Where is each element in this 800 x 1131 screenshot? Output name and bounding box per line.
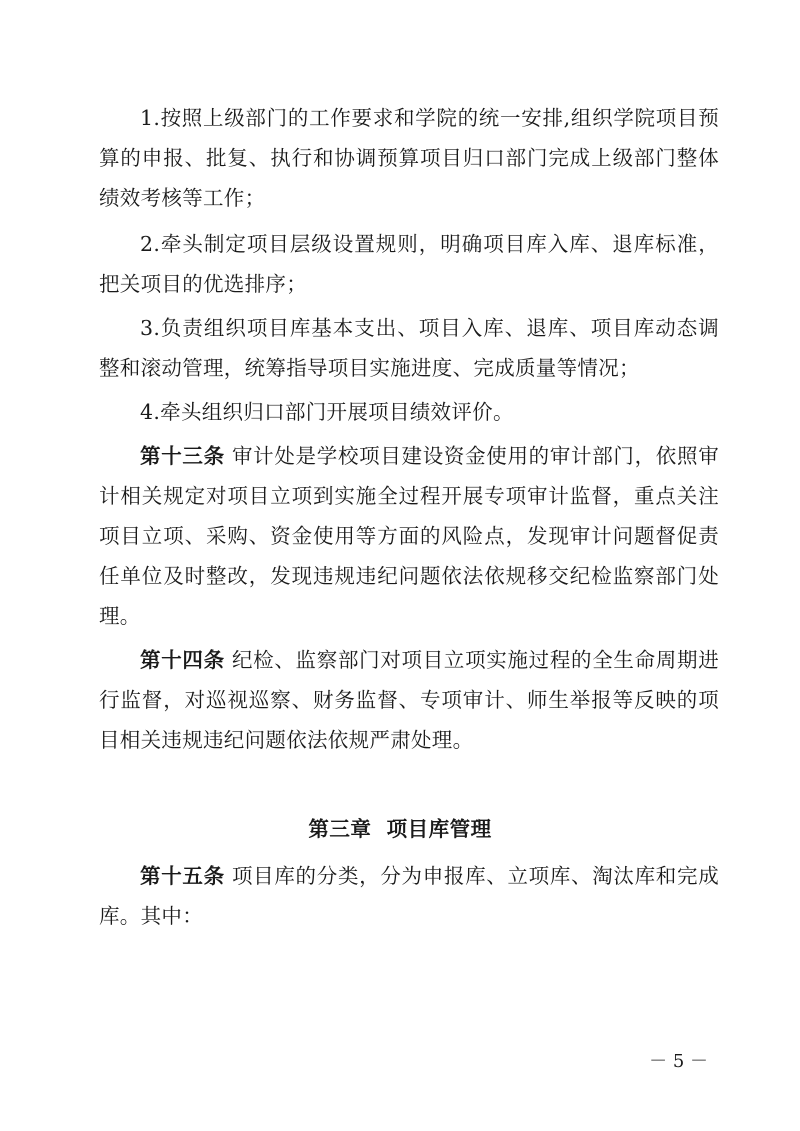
article-13	[99, 436, 719, 636]
chapter-heading: 第三章 项目库管理	[308, 817, 492, 841]
page-number: － 5 －	[649, 1051, 708, 1072]
article-label: 第十三条	[140, 444, 225, 468]
paragraph-text: 3.负责组织项目库基本支出、项目入库、退库、项目库动态调整和滚动管理，统筹指导项目实施进度、完成质量等情况；	[99, 316, 719, 380]
paragraph-text: 1.按照上级部门的工作要求和学院的统一安排,组织学院项目预算的申报、批复、执行和协调预算项目归口部门完成上级部门整体绩效考核等工作；	[99, 106, 719, 210]
paragraph-item-4	[99, 392, 719, 432]
article-label: 第十四条	[140, 648, 225, 672]
paragraph-item-1	[99, 98, 719, 218]
article-text: 审计处是学校项目建设资金使用的审计部门，依照审计相关规定对项目立项到实施全过程开展专项审计监督，重点关注项目立项、采购、资金使用等方面的风险点，发现审计问题督促责任单位及时整改，发现违规违纪问题依法依规移交纪检监察部门处理。	[99, 444, 719, 628]
article-14	[99, 640, 719, 760]
paragraph-text: 2.牵头制定项目层级设置规则，明确项目库入库、退库标准，把关项目的优选排序；	[99, 232, 719, 296]
article-text: 纪检、监察部门对项目立项实施过程的全生命周期进行监督，对巡视巡察、财务监督、专项审计、师生举报等反映的项目相关违规违纪问题依法依规严肃处理。	[99, 648, 719, 752]
paragraph-item-3	[99, 308, 719, 388]
paragraph-item-2	[99, 224, 719, 304]
article-text: 项目库的分类，分为申报库、立项库、淘汰库和完成库。其中：	[99, 864, 719, 928]
article-15	[99, 856, 719, 936]
article-label: 第十五条	[140, 864, 225, 888]
paragraph-text: 4.牵头组织归口部门开展项目绩效评价。	[140, 400, 514, 424]
